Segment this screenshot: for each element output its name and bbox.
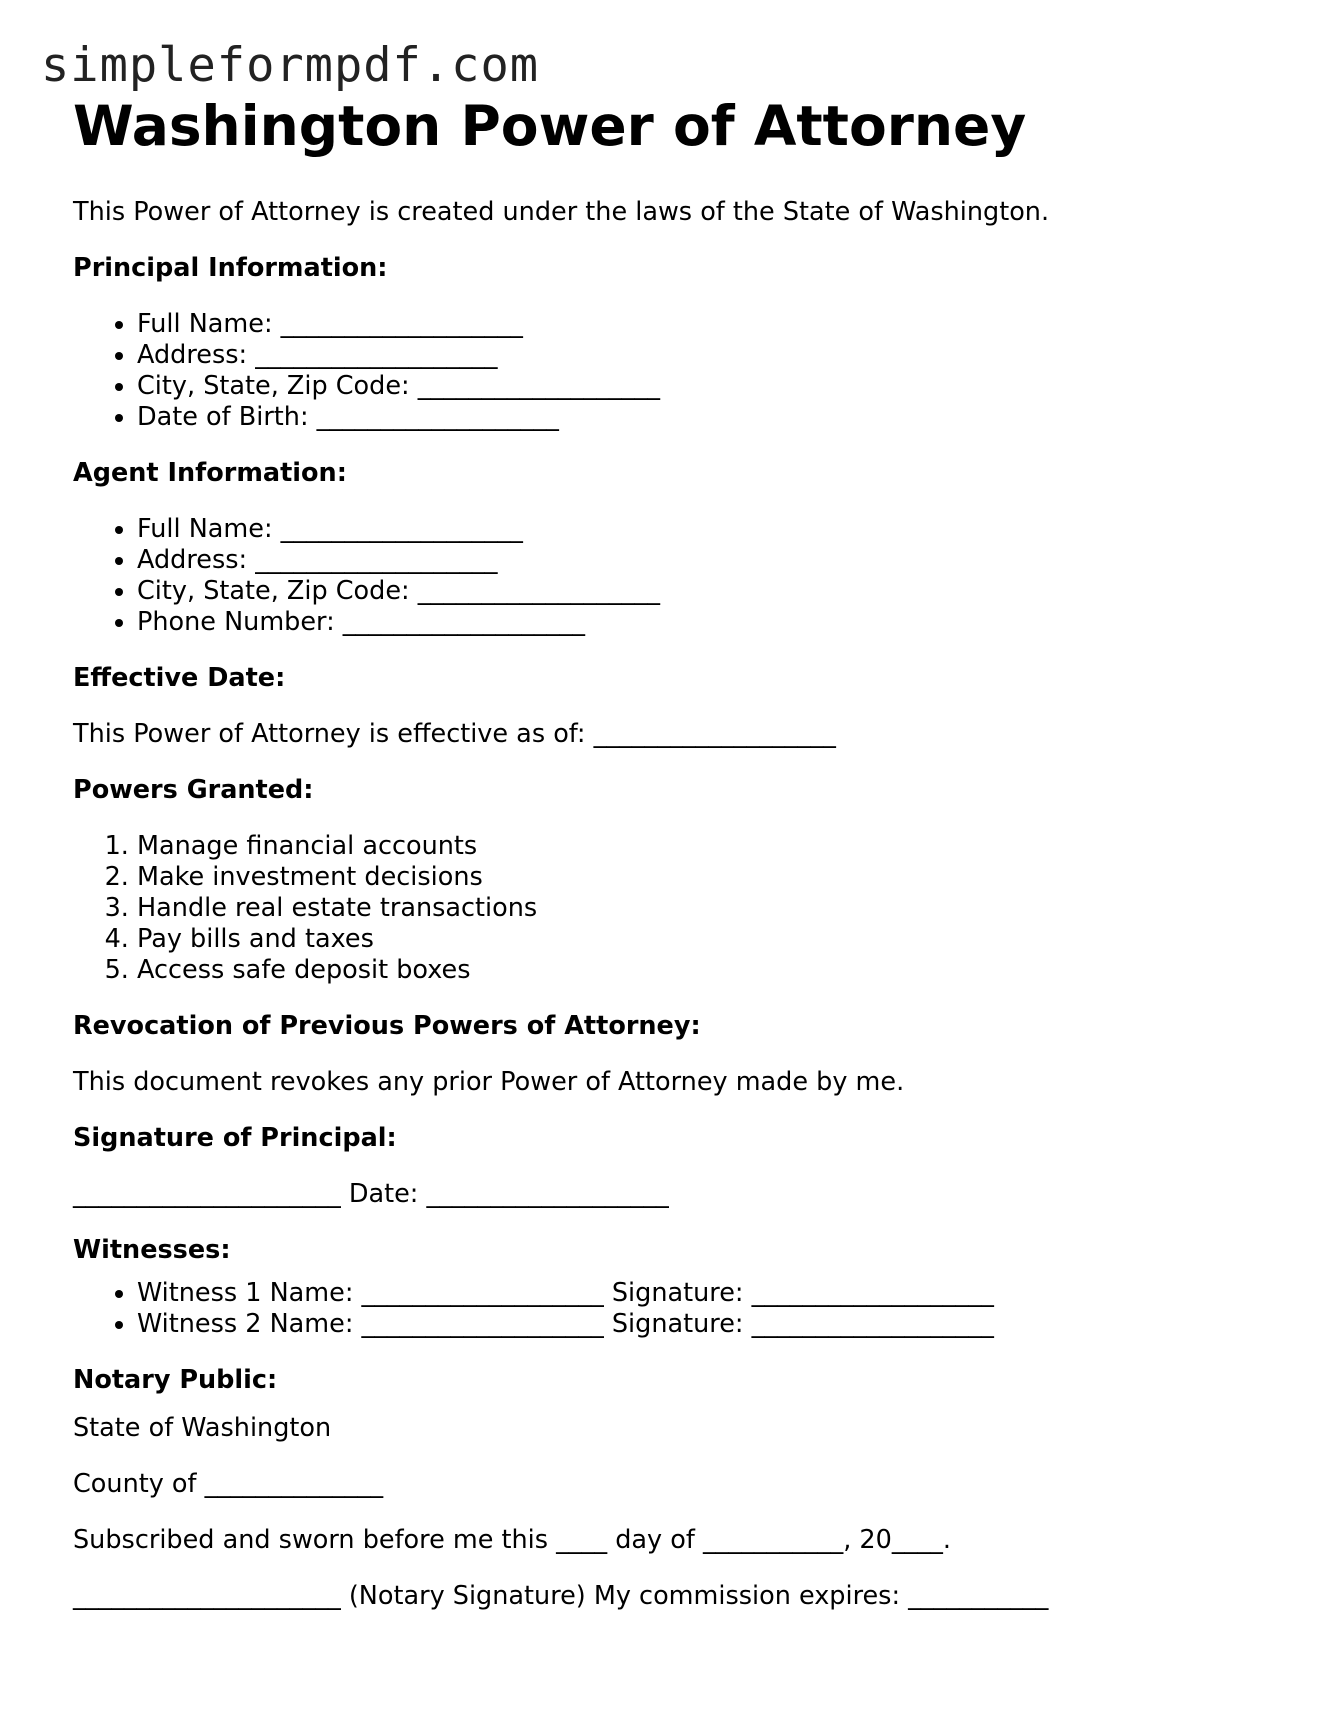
agent-heading: Agent Information: xyxy=(73,458,347,488)
notary-heading: Notary Public: xyxy=(73,1365,278,1395)
power-item: 4. Pay bills and taxes xyxy=(137,924,1253,955)
powers-list xyxy=(73,831,1253,986)
notary-sworn-field[interactable]: Subscribed and sworn before me this ____ day of ___________, 20____. xyxy=(73,1525,951,1555)
principal-list xyxy=(73,309,1253,433)
signature-heading: Signature of Principal: xyxy=(73,1123,397,1153)
principal-address-field[interactable]: • Address: ___________________ xyxy=(137,340,1253,371)
notary-state: State of Washington xyxy=(73,1413,332,1443)
witnesses-list xyxy=(73,1278,1253,1340)
agent-phone-number-field[interactable]: • Phone Number: ___________________ xyxy=(137,607,1253,638)
document-page xyxy=(73,90,1253,1612)
document-title: Washington Power of Attorney xyxy=(73,94,1027,158)
notary-signature-field[interactable]: _____________________ (Notary Signature) My commission expires: ___________ xyxy=(73,1581,1049,1611)
revocation-text: This document revokes any prior Power of Attorney made by me. xyxy=(73,1067,905,1097)
power-item: 2. Make investment decisions xyxy=(137,862,1253,893)
power-item: 3. Handle real estate transactions xyxy=(137,893,1253,924)
power-item: 1. Manage financial accounts xyxy=(137,831,1253,862)
power-item: 5. Access safe deposit boxes xyxy=(137,955,1253,986)
agent-address-field[interactable]: • Address: ___________________ xyxy=(137,545,1253,576)
intro-text: This Power of Attorney is created under the laws of the State of Washington. xyxy=(73,197,1050,227)
principal-heading: Principal Information: xyxy=(73,253,388,283)
agent-full-name-field[interactable]: • Full Name: ___________________ xyxy=(137,514,1253,545)
witness-2-field[interactable]: • Witness 2 Name: ___________________ Signature: ___________________ xyxy=(137,1309,1253,1340)
watermark: simpleformpdf.com xyxy=(41,38,540,93)
principal-full-name-field[interactable]: • Full Name: ___________________ xyxy=(137,309,1253,340)
agent-city-state-zip-field[interactable]: • City, State, Zip Code: ___________________ xyxy=(137,576,1253,607)
witness-1-field[interactable]: • Witness 1 Name: ___________________ Signature: ___________________ xyxy=(137,1278,1253,1309)
principal-date-of-birth-field[interactable]: • Date of Birth: ___________________ xyxy=(137,402,1253,433)
powers-heading: Powers Granted: xyxy=(73,775,314,805)
revocation-heading: Revocation of Previous Powers of Attorney: xyxy=(73,1011,701,1041)
notary-county-field[interactable]: County of ______________ xyxy=(73,1469,384,1499)
principal-city-state-zip-field[interactable]: • City, State, Zip Code: ___________________ xyxy=(137,371,1253,402)
effective-date-heading: Effective Date: xyxy=(73,663,286,693)
effective-date-field[interactable]: This Power of Attorney is effective as of: ___________________ xyxy=(73,719,836,749)
witnesses-heading: Witnesses: xyxy=(73,1235,231,1265)
agent-list xyxy=(73,514,1253,638)
principal-signature-field[interactable]: _____________________ Date: ___________________ xyxy=(73,1179,669,1209)
